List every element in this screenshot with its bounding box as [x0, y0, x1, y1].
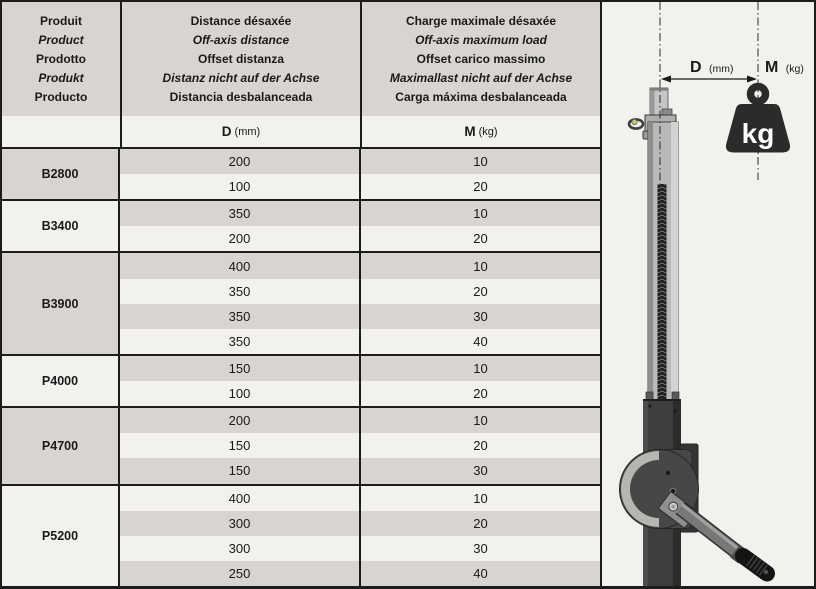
table-row [120, 381, 600, 406]
product-cell: P4700 [2, 408, 120, 483]
arrowhead-right-icon [747, 76, 757, 83]
load-value: 20 [361, 511, 600, 536]
table-row [120, 561, 600, 586]
distance-value: 200 [120, 408, 361, 433]
distance-value: 200 [120, 226, 361, 251]
dimension-arrow [661, 76, 757, 83]
product-cell: B3900 [2, 253, 120, 353]
table-header-row [2, 2, 600, 116]
header-product-line: Produkt [38, 70, 84, 85]
header-product-line: Product [38, 32, 84, 47]
distance-value: 400 [120, 486, 361, 511]
distance-value: 350 [120, 329, 361, 354]
group-rows [120, 486, 600, 586]
header-distance-line: Distanz nicht auf der Achse [162, 70, 320, 85]
header-product-line: Produit [40, 13, 82, 28]
m-unit: (kg) [478, 125, 498, 138]
header-distance-line: Distancia desbalanceada [169, 89, 313, 104]
table-row [120, 356, 600, 381]
group-rows [120, 149, 600, 199]
distance-value: 150 [120, 433, 361, 458]
group-rows [120, 356, 600, 406]
table-row [120, 279, 600, 304]
table-row [120, 486, 600, 511]
header-distance-line: Off-axis distance [192, 32, 290, 47]
table-row [120, 433, 600, 458]
header-load-line: Maximallast nicht auf der Achse [389, 70, 573, 85]
load-value: 30 [361, 304, 600, 329]
product-group [2, 253, 600, 355]
table-row [120, 408, 600, 433]
d-symbol: D [221, 124, 232, 139]
m-symbol: M [464, 124, 476, 139]
table-row [120, 149, 600, 174]
tube-screw-icon [673, 409, 676, 412]
header-load-line: Off-axis maximum load [415, 32, 547, 47]
distance-value: 200 [120, 149, 361, 174]
header-distance-line: Offset distanza [197, 51, 284, 66]
distance-value: 300 [120, 511, 361, 536]
header-product-line: Prodotto [36, 51, 86, 66]
table-row [120, 253, 600, 278]
distance-value: 150 [120, 356, 361, 381]
load-value: 10 [361, 486, 600, 511]
crank-handle [680, 505, 768, 575]
crank-grip-icon [743, 556, 768, 574]
subheader-d-cell [122, 116, 362, 147]
table-row [120, 329, 600, 354]
subheader-m-cell [362, 116, 600, 147]
d-dimension-label: D (mm) [690, 59, 734, 76]
load-value: 40 [361, 561, 600, 586]
distance-value: 350 [120, 201, 361, 226]
load-value: 10 [361, 408, 600, 433]
header-load-line: Charge maximale désaxée [405, 13, 557, 28]
load-value: 10 [361, 201, 600, 226]
arrowhead-left-icon [661, 76, 671, 83]
table-body [2, 149, 600, 586]
table-subheader-row [2, 116, 600, 149]
load-value: 10 [361, 356, 600, 381]
header-product [2, 2, 122, 116]
distance-value: 100 [120, 174, 361, 199]
distance-value: 350 [120, 304, 361, 329]
group-rows [120, 253, 600, 353]
table-row [120, 201, 600, 226]
load-spec-table [2, 2, 602, 586]
table-row [120, 458, 600, 483]
load-value: 10 [361, 253, 600, 278]
subheader-empty-cell [2, 116, 122, 147]
load-value: 20 [361, 174, 600, 199]
product-cell: B2800 [2, 149, 120, 199]
header-load-line: Carga máxima desbalanceada [395, 89, 567, 104]
distance-value: 300 [120, 536, 361, 561]
table-row [120, 226, 600, 251]
header-product-line: Producto [34, 89, 88, 104]
load-value: 20 [361, 226, 600, 251]
illustration-svg [602, 2, 814, 586]
clamp-pin-icon [632, 119, 637, 124]
table-row [120, 536, 600, 561]
group-rows [120, 408, 600, 483]
distance-value: 350 [120, 279, 361, 304]
table-row [120, 174, 600, 199]
threaded-screw-rod [658, 184, 667, 416]
product-group [2, 201, 600, 253]
m-dimension-label: M (kg) [765, 59, 804, 76]
product-cell: P4000 [2, 356, 120, 406]
distance-value: 400 [120, 253, 361, 278]
load-value: 10 [361, 149, 600, 174]
header-load-line: Offset carico massimo [416, 51, 546, 66]
header-distance-line: Distance désaxée [190, 13, 292, 28]
distance-value: 250 [120, 561, 361, 586]
product-group [2, 356, 600, 408]
load-value: 30 [361, 536, 600, 561]
d-unit: (mm) [234, 125, 261, 138]
product-group [2, 408, 600, 485]
load-value: 20 [361, 381, 600, 406]
tube-screw-icon [648, 404, 651, 407]
header-load [362, 2, 600, 116]
product-cell: P5200 [2, 486, 120, 586]
distance-value: 150 [120, 458, 361, 483]
load-value: 20 [361, 433, 600, 458]
load-value: 30 [361, 458, 600, 483]
distance-value: 100 [120, 381, 361, 406]
table-row [120, 511, 600, 536]
load-value: 20 [361, 279, 600, 304]
group-rows [120, 201, 600, 251]
product-group [2, 149, 600, 201]
winch-mast-illustration [602, 2, 814, 586]
housing-hole-icon [666, 471, 670, 475]
product-cell: B3400 [2, 201, 120, 251]
weight-kg-label: kg [741, 118, 775, 149]
table-row [120, 304, 600, 329]
header-distance [122, 2, 362, 116]
load-value: 40 [361, 329, 600, 354]
product-group [2, 486, 600, 586]
